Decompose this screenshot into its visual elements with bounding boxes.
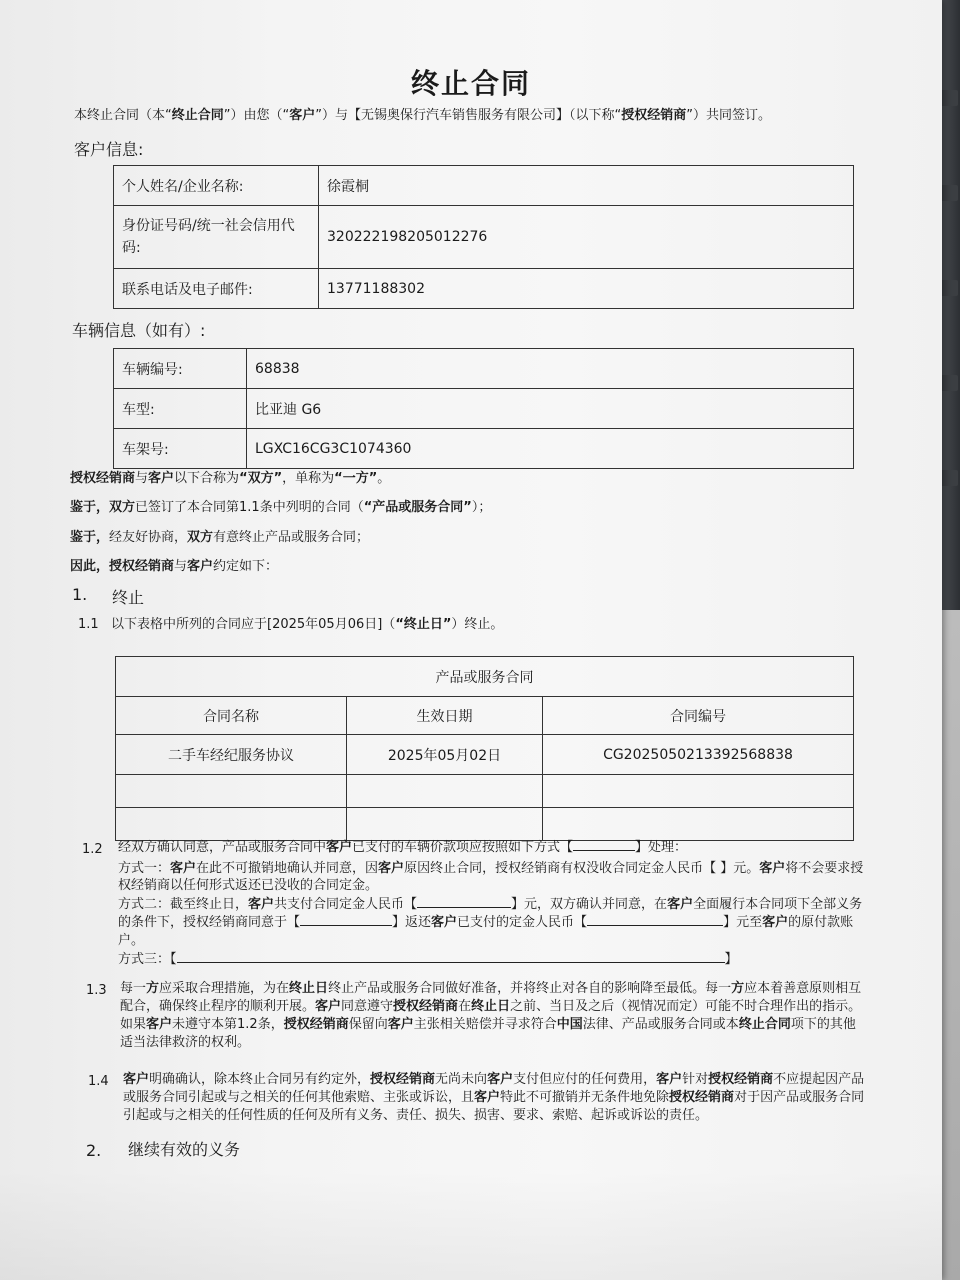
contract-date-cell: 2025年05月02日	[347, 735, 543, 775]
contract-table-header-row	[116, 697, 854, 735]
customer-label: 个人姓名/企业名称:	[114, 166, 319, 206]
table-row	[116, 735, 854, 775]
table-row-empty	[116, 775, 854, 808]
option-2-line-1: 方式二：截至终止日，客户共支付合同定金人民币【 】元，双方确认并同意，在客户全面履行本合同项下全部义务	[118, 897, 863, 912]
customer-row	[114, 166, 854, 206]
page-shadow	[0, 1170, 942, 1280]
option-3-blank[interactable]	[177, 951, 725, 963]
vehicle-info-heading: 车辆信息（如有）:	[72, 321, 206, 340]
customer-label: 联系电话及电子邮件:	[114, 269, 319, 309]
contract-number-cell: CG2025050213392568838	[543, 735, 854, 775]
vehicle-value: LGXC16CG3C1074360	[247, 429, 854, 469]
vehicle-info-table	[113, 348, 854, 469]
option-1-line-1: 方式一：客户在此不可撤销地确认并同意，因客户原因终止合同，授权经销商有权没收合同定金人民币【 】元。客户将不会要求授	[118, 861, 864, 876]
section-1-title: 终止	[112, 588, 145, 607]
customer-value: 320222198205012276	[319, 206, 854, 269]
column-header-name: 合同名称	[116, 697, 347, 735]
option-1-line-2: 权经销商以任何形式返还已没收的合同定金。	[118, 878, 379, 893]
clause-1-3-line-2: 配合，确保终止程序的顺利开展。客户同意遵守授权经销商在终止日之前、当日及之后（视情况而定）可能不时合理作出的指示。	[120, 999, 862, 1014]
clause-1-3-number: 1.3	[86, 983, 107, 998]
vehicle-row	[114, 349, 854, 389]
refund-amount-blank[interactable]	[587, 914, 723, 926]
customer-label: 身份证号码/统一社会信用代码:	[114, 206, 319, 269]
vehicle-row	[114, 429, 854, 469]
method-blank[interactable]	[573, 839, 635, 851]
contract-table-caption: 产品或服务合同	[116, 657, 854, 697]
vehicle-row	[114, 389, 854, 429]
vehicle-label: 车型:	[114, 389, 247, 429]
intro-paragraph: 本终止合同（本“终止合同”）由您（“客户”）与【无锡奥保行汽车销售服务有限公司】（以下称“授权经销商”）共同签订。	[74, 108, 772, 123]
clause-1-2-number: 1.2	[82, 842, 103, 857]
contract-table	[115, 656, 854, 841]
clause-1-3-line-1: 每一方应采取合理措施，为在终止日终止产品或服务合同做好准备，并将终止对各自的影响降至最低。每一方应本着善意原则相互	[120, 981, 862, 996]
recital-3: 鉴于，经友好协商，双方有意终止产品或服务合同；	[70, 530, 370, 545]
option-3-line: 方式三：【 】	[118, 952, 738, 967]
contract-name-cell: 二手车经纪服务协议	[116, 735, 347, 775]
recital-4: 因此，授权经销商与客户约定如下：	[70, 559, 279, 574]
clause-1-4-line-1: 客户明确确认，除本终止合同另有约定外，授权经销商无尚未向客户支付但应付的任何费用，客户针对授权经销商不应提起因产品	[123, 1072, 865, 1087]
clause-1-3-line-4: 适当法律救济的权利。	[120, 1035, 251, 1050]
deposit-amount-blank[interactable]	[417, 896, 511, 908]
option-2-line-3: 户。	[118, 933, 145, 948]
section-1-number: 1.	[72, 585, 88, 604]
customer-value: 13771188302	[319, 269, 854, 309]
clause-1-4-line-3: 引起或与之相关的任何性质的任何及所有义务、责任、损失、损害、要求、索赔、起诉或诉讼的责任。	[123, 1108, 709, 1123]
clause-1-4-line-2: 或服务合同引起或与之相关的任何其他索赔、主张或诉讼，且客户特此不可撤销并无条件地免除授权经销商对于因产品或服务合同	[123, 1090, 865, 1105]
document-title: 终止合同	[410, 67, 531, 100]
clause-1-1-text: 以下表格中所列的合同应于[2025年05月06日]（“终止日”）终止。	[111, 617, 504, 632]
column-header-date: 生效日期	[347, 697, 543, 735]
vehicle-value: 比亚迪 G6	[247, 389, 854, 429]
option-2-line-2: 的条件下，授权经销商同意于【 】返还客户已支付的定金人民币【 】元至客户的原付款账	[118, 915, 854, 930]
customer-info-heading: 客户信息:	[74, 140, 144, 159]
vehicle-label: 车架号:	[114, 429, 247, 469]
section-2-number: 2.	[86, 1141, 102, 1160]
customer-info-table	[113, 165, 854, 309]
vehicle-value: 68838	[247, 349, 854, 389]
clause-1-1-number: 1.1	[78, 617, 99, 632]
recital-1: 授权经销商与客户以下合称为“双方”，单称为“一方”。	[70, 471, 391, 486]
refund-date-blank[interactable]	[300, 914, 392, 926]
customer-value: 徐霞桐	[319, 166, 854, 206]
contract-table-caption-row	[116, 657, 854, 697]
customer-row	[114, 269, 854, 309]
recital-2: 鉴于，双方已签订了本合同第1.1条中列明的合同（“产品或服务合同”）；	[70, 500, 492, 515]
clause-1-3-line-3: 如果客户未遵守本第1.2条，授权经销商保留向客户主张相关赔偿并寻求符合中国法律、产品或服务合同或本终止合同项下的其他	[120, 1017, 856, 1032]
table-row-empty	[116, 808, 854, 841]
clause-1-2-text: 经双方确认同意，产品或服务合同中客户已支付的车辆价款项应按照如下方式【 】处理：	[118, 840, 688, 855]
vehicle-label: 车辆编号:	[114, 349, 247, 389]
section-2-title: 继续有效的义务	[128, 1140, 241, 1159]
customer-row	[114, 206, 854, 269]
clause-1-4-number: 1.4	[88, 1074, 109, 1089]
column-header-number: 合同编号	[543, 697, 854, 735]
